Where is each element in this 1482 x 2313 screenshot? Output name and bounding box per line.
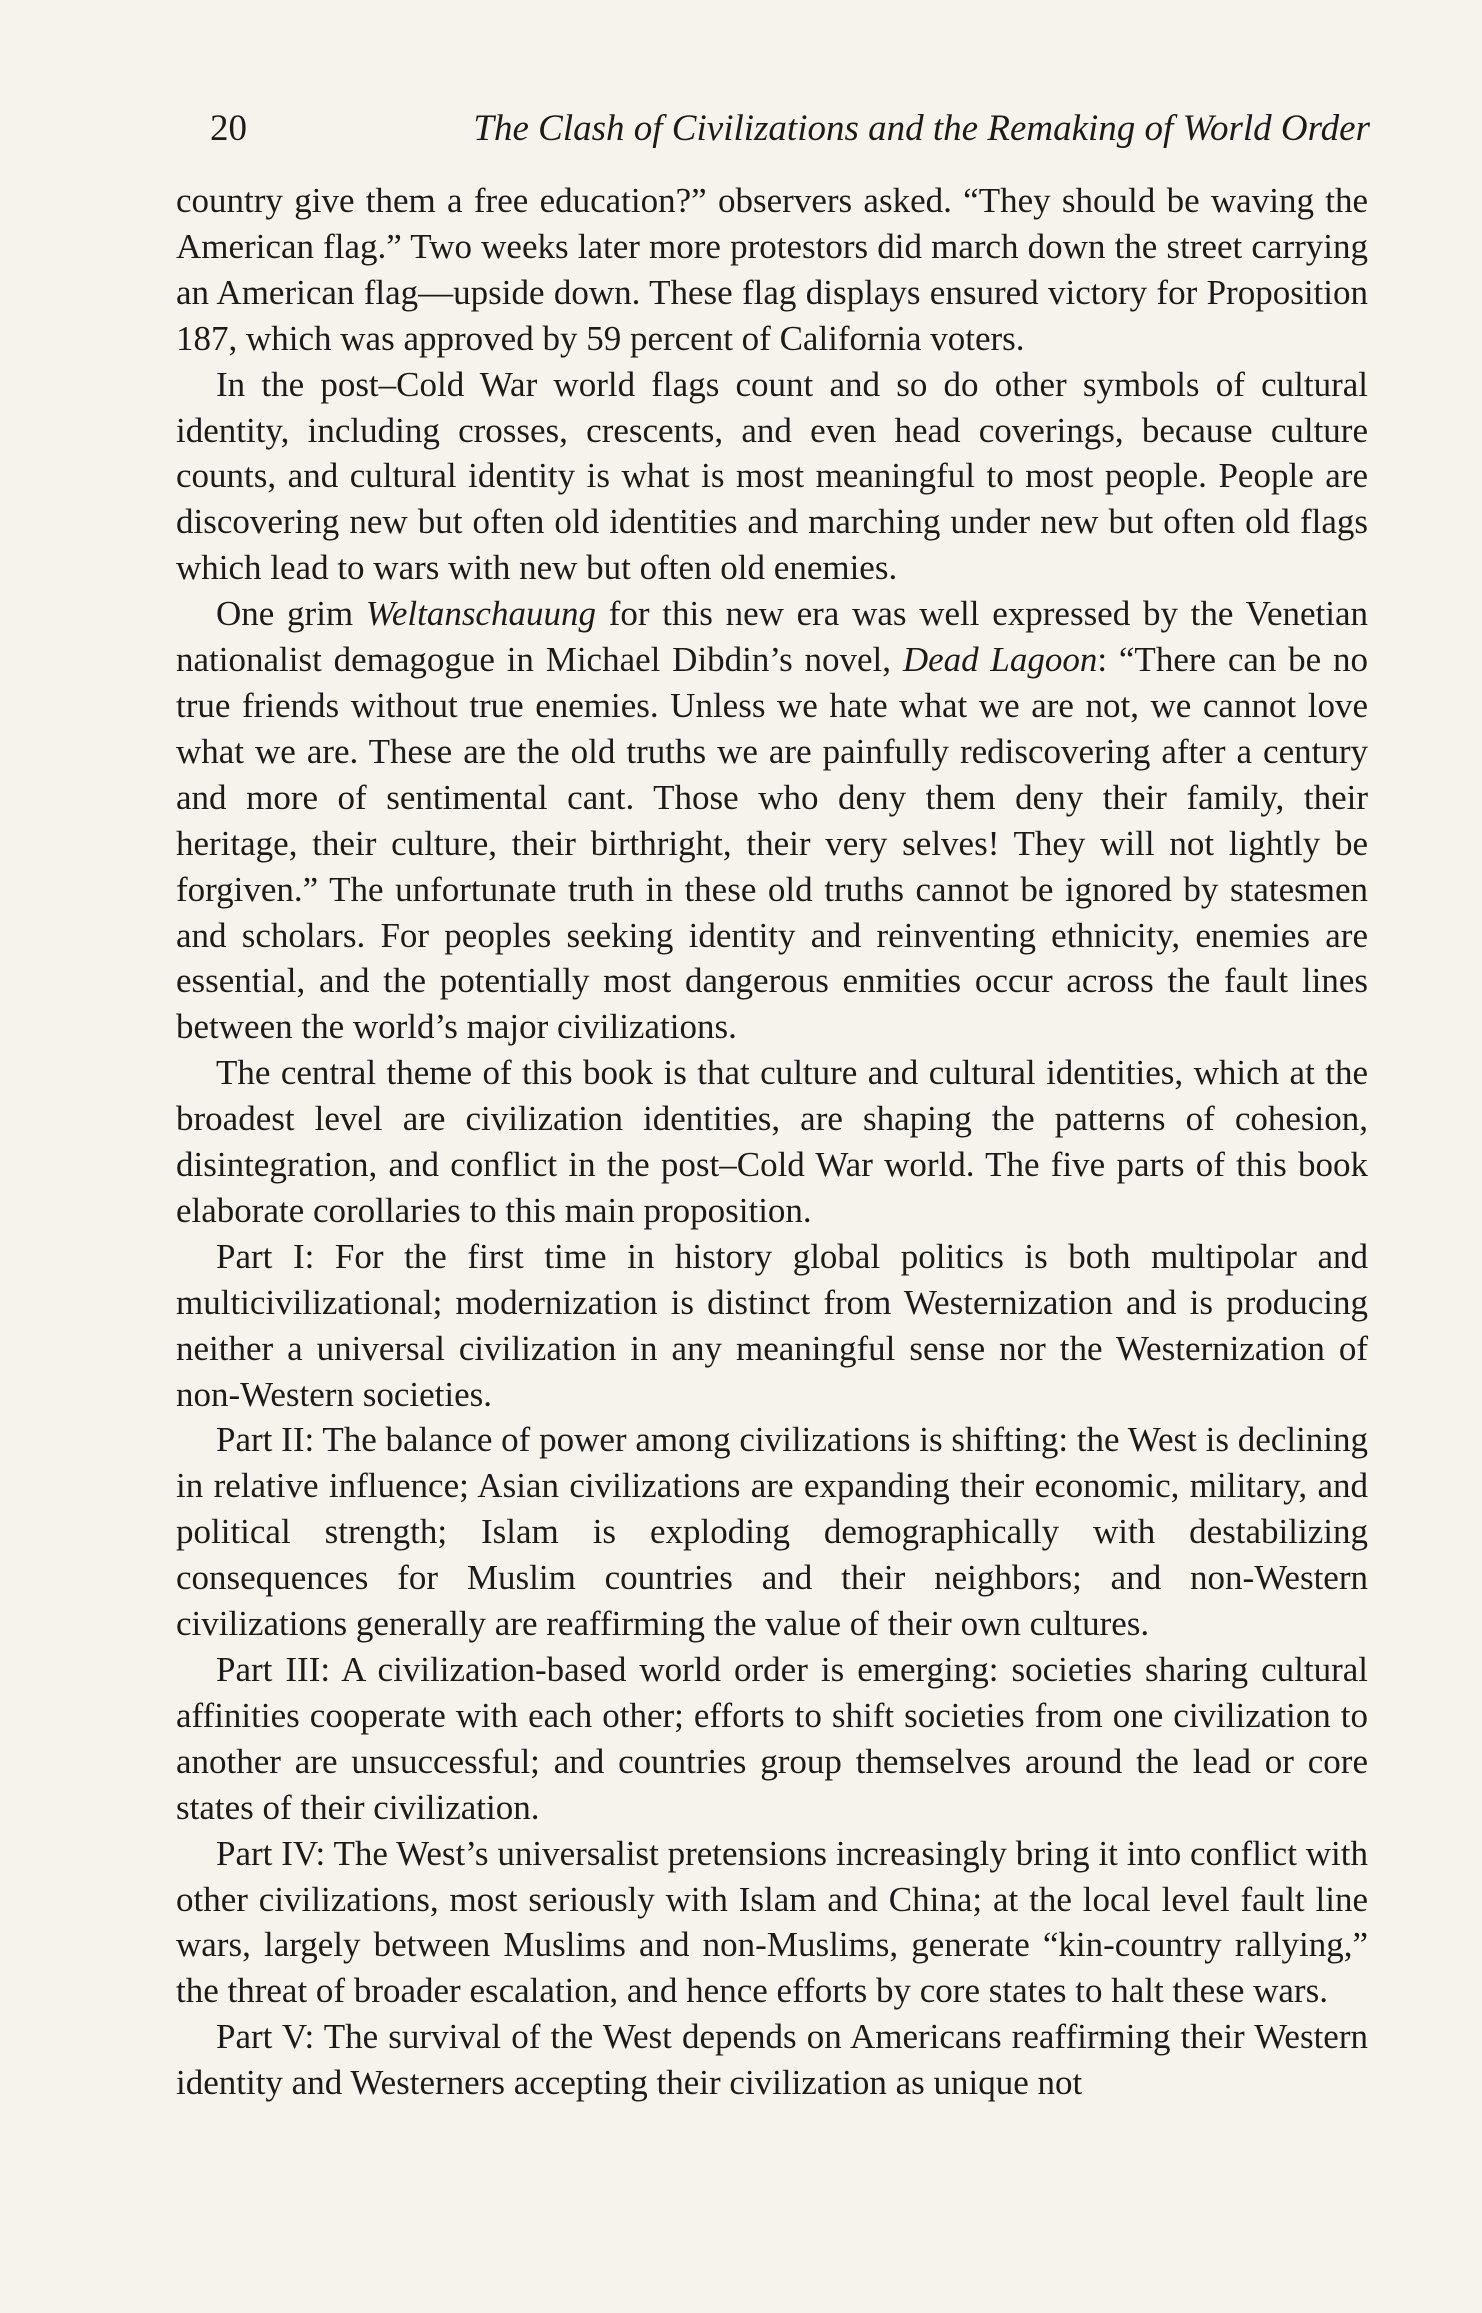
paragraph-part-2: Part II: The balance of power among civilizations is shifting: the West is declining in relative influence; Asian civilizations are expanding their economic, military, and political strength; Islam is exploding demographically with destabilizing consequences for Muslim countries and their neighbors; and non-Western civilizations generally are reaffirming the value of their own cultures.: [176, 1420, 1368, 1644]
page-number: 20: [210, 108, 247, 149]
body-text: [176, 178, 1368, 2106]
paragraph-central-theme: The central theme of this book is that culture and cultural identities, which at the broadest level are civilization identities, are shaping the patterns of cohesion, disintegration, and conflict in the post–Cold War world. The five parts of this book elaborate corollaries to this main proposition.: [176, 1053, 1368, 1230]
running-title: The Clash of Civilizations and the Remaking of World Order: [473, 108, 1370, 149]
paragraph-text: for this new era was well expressed by the Venetian nationalist demagogue in Michael Dibdin’s novel,: [176, 594, 1368, 680]
paragraph-text: : “There can be no true friends without true enemies. Unless we hate what we are not, we cannot love what we are. These are the old truths we are painfully rediscovering after a century and more of sentimental cant. Those who deny them deny their family, their heritage, their culture, their birthright, their very selves! They will not lightly be forgiven.” The unfortunate truth in these old truths cannot be ignored by statesmen and scholars. For peoples seeking identity and reinventing ethnicity, enemies are essential, and the potentially most dangerous enmities occur across the fault lines between the world’s major civilizations.: [176, 640, 1368, 1047]
paragraph-text: One grim: [216, 594, 366, 634]
novel-title: Dead Lagoon: [902, 640, 1098, 680]
paragraph-part-1: Part I: For the first time in history global politics is both multipolar and multicivilizational; modernization is distinct from Westernization and is producing neither a universal civilization in any meaningful sense nor the Westernization of non-Western societies.: [176, 1236, 1368, 1414]
paragraph-flags-count: In the post–Cold War world flags count and so do other symbols of cultural identity, including crosses, crescents, and even head coverings, because culture counts, and cultural identity is what is most meaningful to most people. People are discovering new but often old identities and marching under new but often old flags which lead to wars with new but often old enemies.: [176, 364, 1368, 588]
paragraph-part-5: Part V: The survival of the West depends on Americans reaffirming their Western identity and Westerners accepting their civilization as unique not: [176, 2017, 1368, 2103]
paragraph-part-4: Part IV: The West’s universalist pretensions increasingly bring it into conflict with other civilizations, most seriously with Islam and China; at the local level fault line wars, largely between Muslims and non-Muslims, generate “kin-country rallying,” the threat of broader escalation, and hence efforts by core states to halt these wars.: [176, 1833, 1368, 2011]
paragraph-continued: country give them a free education?” observers asked. “They should be waving the American flag.” Two weeks later more protestors did march down the street carrying an American flag—upside down. These flag displays ensured victory for Proposition 187, which was approved by 59 percent of California voters.: [176, 181, 1368, 358]
paragraph-part-3: Part III: A civilization-based world order is emerging: societies sharing cultural affinities cooperate with each other; efforts to shift societies from one civilization to another are unsuccessful; and countries group themselves around the lead or core states of their civilization.: [176, 1650, 1368, 1827]
paragraph-weltanschauung: [176, 591, 1368, 1050]
running-head: [210, 104, 1370, 154]
italic-term: Weltanschauung: [365, 594, 596, 634]
